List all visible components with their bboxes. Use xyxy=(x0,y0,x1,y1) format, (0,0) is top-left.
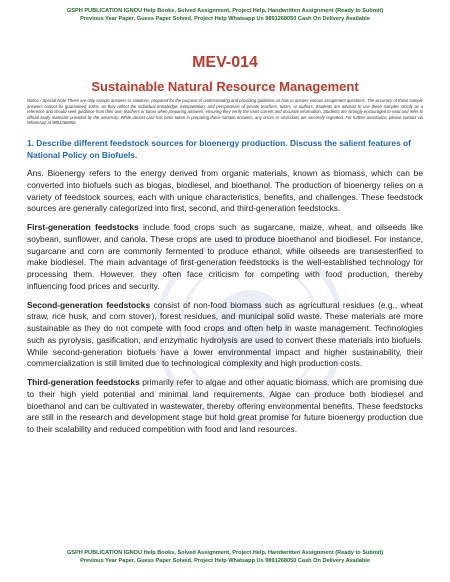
header-line-1: GSPH PUBLICATION IGNOU Help Books, Solved Assignment, Project Help, Handwritten Assignment (Ready to Submit) xyxy=(66,8,384,14)
third-generation-term: Third-generation feedstocks xyxy=(27,377,140,387)
course-title: Sustainable Natural Resource Management xyxy=(91,79,359,94)
first-generation-paragraph xyxy=(27,222,423,293)
second-generation-text: consist of non-food biomass such as agricultural residues (e.g., wheat straw, rice husk, and corn stover), forest residues, and municipal solid waste. These materials are more sustainable as they do not compete with food crops and often help in waste management. Technologies such as pyrolysis, gasification, and enzymatic hydrolysis are used to convert these materials into biofuels. While second-generation biofuels have a lower environmental impact and higher sustainability, their commercialization is still limited due to technological complexity and high production costs. xyxy=(27,299,423,369)
second-generation-term: Second-generation feedstocks xyxy=(27,299,151,310)
third-generation-paragraph xyxy=(27,377,423,436)
third-generation-text: primarily refer to algae and other aquatic biomass, which are promising due to their high yield potential and minimal land requirements. Algae can produce both biodiesel and bioethanol and can be cultivated in wastewater, thereby offering environmental benefits. These feedstocks are still in the research and development stage but hold great promise for future bioenergy production due to their scalability and reduced competition with food and land resources. xyxy=(27,377,424,434)
footer-line-2: Previous Year Paper, Guess Paper Solved, Project Help Whatsapp Us 9891268050 Cash On Delivery Available xyxy=(80,557,370,564)
second-generation-paragraph xyxy=(27,300,423,371)
question-heading: 1. Describe different feedstock sources for bioenergy production. Discuss the salient features of National Policy on Biofuels. xyxy=(27,138,411,160)
course-code: MEV-014 xyxy=(192,54,258,71)
footer-line-1: GSPH PUBLICATION IGNOU Help Books, Solved Assignment, Project Help, Handwritten Assignment (Ready to Submit) xyxy=(66,550,384,556)
header-line-2: Previous Year Paper, Guess Paper Solved, Project Help Whatsapp Us 9891268050 Cash On Delivery Available xyxy=(80,15,370,22)
page-footer xyxy=(22,550,428,565)
first-generation-term: First-generation feedstocks xyxy=(27,222,139,232)
disclaimer-notice: Notice / Special Note These are only sample answers or solutions, prepared for the purpose of understanding and providing guidance on how to answer various assignment questions. The accuracy of these sample answers cannot be guaranteed 100%, as they reflect the individual knowledge, interpretation, and perspectives of private teachers, tutors, or authors. Students are advised to use these samples strictly as a reference and should seek guidance from their own teachers or tutors when preparing answers, ensuring they verify the most current and accurate information. Students are strongly encouraged to read and refer to official study materials provided by the university. While utmost care has been taken in preparing these sample answers, any errors or omissions are sincerely regretted. For further assistance, please contact via WhatsApp at 9891268050. xyxy=(27,98,423,125)
page-header xyxy=(22,8,428,23)
intro-paragraph: Ans. Bioenergy refers to the energy derived from organic materials, known as biomass, which can be converted into biofuels such as biogas, biodiesel, and bioethanol. The production of bioenergy relies on a variety of feedstock sources, each with unique characteristics, benefits, and challenges. These feedstock sources are generally categorized into first, second, and third-generation feedstocks. xyxy=(27,168,423,214)
answer-body xyxy=(27,168,423,443)
first-generation-text: include food crops such as sugarcane, maize, wheat, and oilseeds like soybean, sunflower, and canola. These crops are used to produce bioethanol and biodiesel. For instance, sugarcane and corn are commonly fermented to produce ethanol, while oilseeds are transesterified to make biodiesel. The main advantage of first-generation feedstocks is the well-established technology for processing them. However, they often face criticism for competing with food production, thereby influencing food prices and security. xyxy=(27,222,424,291)
